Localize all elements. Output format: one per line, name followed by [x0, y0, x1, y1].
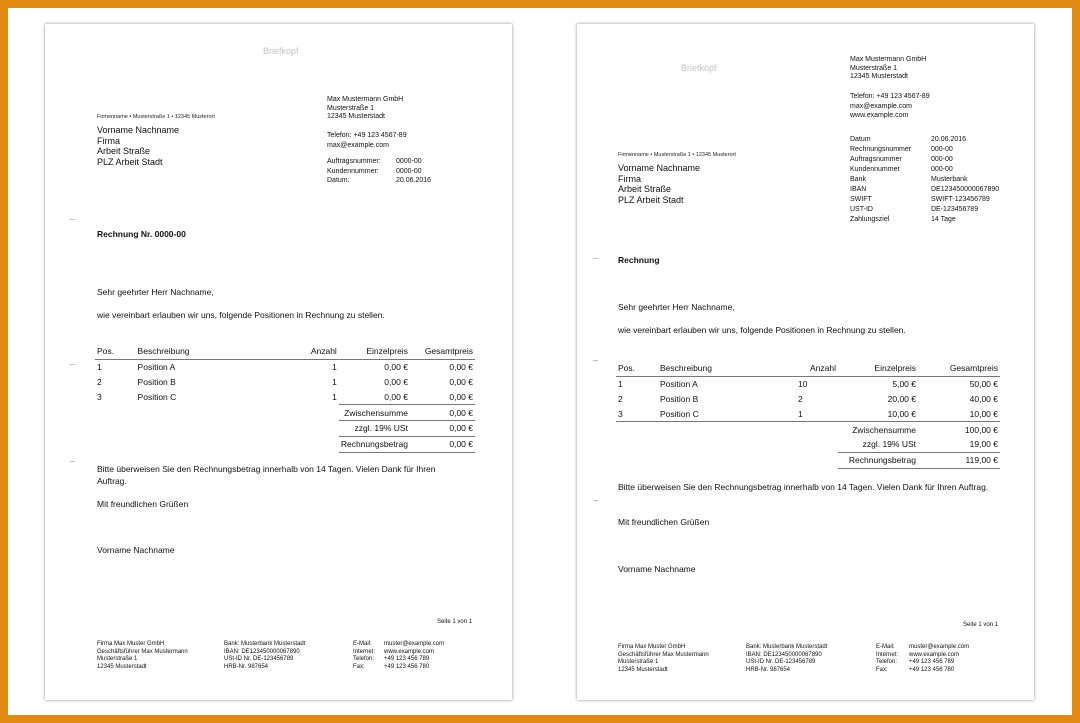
recipient-name: Vorname Nachname	[618, 163, 701, 173]
meta-label: Rechnungsnummer	[850, 146, 912, 153]
company-city: 12345 Musterstadt	[850, 73, 908, 80]
company-contact	[850, 92, 930, 121]
footer-phone: +49 123 456 789	[384, 656, 430, 663]
punch-mark	[593, 360, 598, 361]
quantity-cell: 10	[798, 379, 808, 390]
footer-fax: +49 123 456 780	[384, 663, 430, 670]
recipient-name: Vorname Nachname	[97, 125, 180, 135]
meta-label: IBAN	[850, 186, 867, 193]
quantity-cell: 1	[758, 406, 838, 421]
footer-line: Musterstraße 1	[618, 659, 659, 666]
column-header: Anzahl	[242, 344, 339, 359]
tax-row	[616, 437, 1000, 452]
unit-price-cell: 10,00 €	[838, 406, 918, 421]
footer-label: Fax:	[876, 666, 888, 673]
footer-line: USt-ID Nr. DE-123456789	[224, 656, 294, 663]
quantity-cell: 1	[332, 392, 337, 403]
description-cell: Position B	[137, 376, 176, 387]
meta-label: Auftragsnummer	[850, 156, 902, 163]
footer-line: 12345 Musterstadt	[97, 663, 147, 670]
grand-total-label: Rechnungsbetrag	[339, 436, 410, 452]
footer-phone: +49 123 456 789	[909, 659, 955, 666]
company-address	[850, 56, 926, 82]
pos-cell: 3	[97, 392, 102, 403]
invoice-subject: Rechnung	[618, 255, 660, 265]
meta-label: Auftragsnummer:	[327, 158, 381, 165]
footer-line: Musterstraße 1	[97, 656, 138, 663]
recipient-address	[618, 163, 700, 205]
signature-name: Vorname Nachname	[97, 545, 175, 555]
grand-total-value: 119,00 €	[918, 452, 1000, 468]
tax-value: 19,00 €	[969, 439, 998, 450]
footer-label: E-Mail:	[876, 644, 895, 650]
footer-label: Telefon:	[876, 659, 898, 666]
grand-total-row	[616, 452, 1000, 468]
pos-cell: 1	[97, 362, 102, 373]
unit-price-cell: 5,00 €	[892, 379, 916, 390]
footer-label: Fax:	[353, 663, 365, 670]
footer-website: www.example.com	[384, 648, 435, 655]
meta-value: 000-00	[931, 156, 953, 163]
footer-line: Geschäftsführer Max Mustermann	[618, 651, 709, 658]
payment-note: Bitte überweisen Sie den Rechnungsbetrag innerhalb von 14 Tagen. Vielen Dank für Ihren Auftrag.	[97, 464, 436, 486]
company-city: 12345 Musterstadt	[327, 113, 385, 120]
footer-line: IBAN: DE123450000067890	[746, 651, 822, 658]
footer-line: Bank: Musterbank Musterstadt	[224, 641, 306, 647]
meta-label: SWIFT	[850, 196, 872, 203]
description-cell: Position B	[660, 393, 699, 404]
meta-value: Musterbank	[931, 176, 968, 183]
company-email: max@example.com	[327, 141, 389, 149]
meta-value: DE123450000067890	[931, 186, 1000, 193]
total-price-cell: 50,00 €	[969, 379, 998, 390]
meta-value: 20.06.2016	[396, 177, 432, 184]
quantity-cell: 1	[332, 362, 337, 373]
fold-mark	[70, 219, 75, 220]
sender-line: Firmenname • Musterstraße 1 • 12345 Musterort	[618, 152, 736, 158]
column-header: Pos.	[95, 344, 136, 359]
meta-value: SWIFT-123456789	[931, 196, 990, 203]
table-row	[95, 375, 475, 390]
grand-total-value: 0,00 €	[410, 436, 475, 452]
quantity-cell: 2	[798, 393, 803, 404]
table-row	[616, 392, 1000, 407]
fold-mark	[593, 500, 598, 501]
grand-total-label: Rechnungsbetrag	[838, 452, 918, 468]
meta-value: DE-123456789	[931, 206, 979, 213]
letterhead-placeholder: Briefkopf	[263, 46, 299, 56]
meta-label: Kundennummer	[850, 166, 900, 173]
pos-cell: 1	[618, 379, 623, 390]
meta-label: Zahlungsziel	[850, 216, 890, 223]
description-cell: Position A	[660, 379, 698, 390]
column-header: Anzahl	[758, 361, 838, 376]
recipient-company: Firma	[618, 173, 641, 184]
column-header: Beschreibung	[658, 361, 758, 376]
unit-price-cell: 0,00 €	[384, 362, 408, 373]
company-address	[327, 96, 403, 122]
company-name: Max Mustermann GmbH	[850, 56, 927, 63]
footer-line: USt-ID Nr. DE-123456789	[746, 659, 816, 666]
pos-cell: 2	[618, 393, 623, 404]
invoice-table	[95, 344, 475, 453]
footer-company	[618, 644, 709, 674]
column-header: Gesamtpreis	[918, 361, 1000, 376]
footer-label: E-Mail:	[353, 641, 372, 647]
recipient-company: Firma	[97, 135, 120, 146]
total-price-cell: 0,00 €	[449, 391, 473, 402]
recipient-street: Arbeit Straße	[97, 146, 151, 156]
meta-value: 20.06.2016	[931, 136, 967, 143]
meta-label: Datum	[850, 136, 871, 143]
meta-value: 14 Tage	[931, 216, 956, 223]
invoice-table	[616, 361, 1000, 469]
company-contact	[327, 131, 407, 150]
tax-label: zzgl. 19% USt	[862, 439, 916, 450]
salutation: Sehr geehrter Herr Nachname,	[97, 287, 214, 297]
table-row	[616, 376, 1000, 391]
company-phone: Telefon: +49 123 4567-89	[327, 132, 407, 139]
column-header: Gesamtpreis	[410, 344, 475, 359]
meta-value: 0000-00	[396, 158, 422, 165]
table-row	[95, 359, 475, 374]
description-cell: Position C	[137, 392, 177, 403]
total-price-cell: 40,00 €	[969, 393, 998, 404]
unit-price-cell: 0,00 €	[384, 376, 408, 387]
company-street: Musterstraße 1	[327, 104, 375, 112]
regards: Mit freundlichen Grüßen	[618, 517, 710, 527]
meta-label: UST-ID	[850, 206, 873, 213]
footer-fax: +49 123 456 780	[909, 666, 955, 673]
company-name: Max Mustermann GmbH	[327, 96, 404, 103]
unit-price-cell: 0,00 €	[384, 391, 408, 402]
invoice-meta	[327, 157, 431, 186]
column-header: Einzelpreis	[339, 344, 410, 359]
description-cell: Position C	[658, 406, 758, 421]
subtotal-label: Zwischensumme	[339, 405, 410, 421]
page-number: Seite 1 von 1	[963, 622, 999, 628]
letterhead-placeholder: Briefkopf	[681, 63, 717, 73]
recipient-city: PLZ Arbeit Stadt	[97, 156, 163, 167]
invoice-subject: Rechnung Nr. 0000-00	[97, 229, 186, 239]
table-row	[95, 389, 475, 404]
description-cell: Position A	[137, 362, 176, 373]
subtotal-value: 100,00 €	[964, 424, 998, 435]
page-number: Seite 1 von 1	[437, 619, 473, 625]
fold-mark	[593, 258, 598, 259]
footer-contact	[876, 644, 969, 674]
footer-line: IBAN: DE123450000067890	[224, 648, 300, 655]
meta-value: 000-00	[931, 146, 953, 153]
intro-text: wie vereinbart erlauben wir uns, folgende Positionen in Rechnung zu stellen.	[97, 310, 385, 320]
footer-email: muster@example.com	[384, 641, 445, 647]
subtotal-row	[95, 405, 475, 421]
meta-label: Bank	[850, 176, 866, 183]
footer-line: Geschäftsführer Max Mustermann	[97, 648, 188, 655]
footer-line: HRB-Nr. 987654	[224, 663, 269, 670]
footer-line: Firma Max Muster GmbH	[97, 641, 165, 647]
unit-price-cell: 20,00 €	[887, 393, 916, 404]
quantity-cell: 1	[332, 376, 337, 387]
meta-label: Kundennummer:	[327, 167, 379, 175]
footer-label: Telefon:	[353, 656, 375, 663]
tax-row	[95, 420, 475, 436]
company-phone: Telefon: +49 123 4567-89	[850, 93, 930, 100]
total-price-cell: 0,00 €	[449, 362, 473, 373]
recipient-city: PLZ Arbeit Stadt	[618, 194, 684, 205]
regards: Mit freundlichen Grüßen	[97, 499, 189, 509]
meta-value: 000-00	[931, 166, 953, 173]
column-header: Beschreibung	[136, 344, 242, 359]
subtotal-value: 0,00 €	[410, 405, 475, 421]
footer-company	[97, 641, 188, 671]
column-header: Einzelpreis	[838, 361, 918, 376]
intro-text: wie vereinbart erlauben wir uns, folgende Positionen in Rechnung zu stellen.	[618, 325, 906, 335]
footer-line: Firma Max Muster GmbH	[618, 644, 686, 650]
meta-value: 0000-00	[396, 167, 422, 175]
total-price-cell: 0,00 €	[449, 376, 473, 387]
tax-value: 0,00 €	[410, 420, 475, 436]
footer-email: muster@example.com	[909, 644, 970, 650]
recipient-address	[97, 125, 179, 167]
footer-bank	[746, 644, 827, 674]
subtotal-label: Zwischensumme	[852, 424, 916, 435]
total-price-cell: 10,00 €	[918, 406, 1000, 421]
payment-note: Bitte überweisen Sie den Rechnungsbetrag innerhalb von 14 Tagen. Vielen Dank für Ihren Auftrag.	[618, 482, 989, 492]
company-email: max@example.com	[850, 102, 912, 110]
table-row	[616, 406, 1000, 421]
column-header: Pos.	[616, 361, 658, 376]
footer-contact	[353, 641, 444, 671]
invoice-page-2	[577, 24, 1034, 700]
recipient-street: Arbeit Straße	[618, 184, 672, 194]
sender-line: Firmenname • Musterstraße 1 • 12345 Musterort	[97, 114, 215, 120]
subtotal-row	[616, 422, 1000, 437]
invoice-meta	[850, 135, 999, 225]
pos-cell: 2	[97, 376, 102, 387]
footer-line: HRB-Nr. 987654	[746, 666, 791, 673]
meta-label: Datum:	[327, 177, 350, 184]
tax-label: zzgl. 19% USt	[339, 420, 410, 436]
footer-bank	[224, 641, 305, 671]
footer-line: Bank: Musterbank Musterstadt	[746, 644, 828, 650]
company-street: Musterstraße 1	[850, 64, 898, 72]
footer-website: www.example.com	[909, 651, 960, 658]
footer-line: 12345 Musterstadt	[618, 666, 668, 673]
footer-label: Internet:	[353, 648, 376, 655]
signature-name: Vorname Nachname	[618, 564, 696, 574]
pos-cell: 3	[616, 406, 658, 421]
salutation: Sehr geehrter Herr Nachname,	[618, 302, 735, 312]
invoice-page-1	[45, 24, 512, 700]
grand-total-row	[95, 436, 475, 452]
punch-mark	[70, 364, 75, 365]
footer-label: Internet:	[876, 651, 899, 658]
fold-mark	[70, 461, 75, 462]
company-website: www.example.com	[850, 112, 909, 119]
